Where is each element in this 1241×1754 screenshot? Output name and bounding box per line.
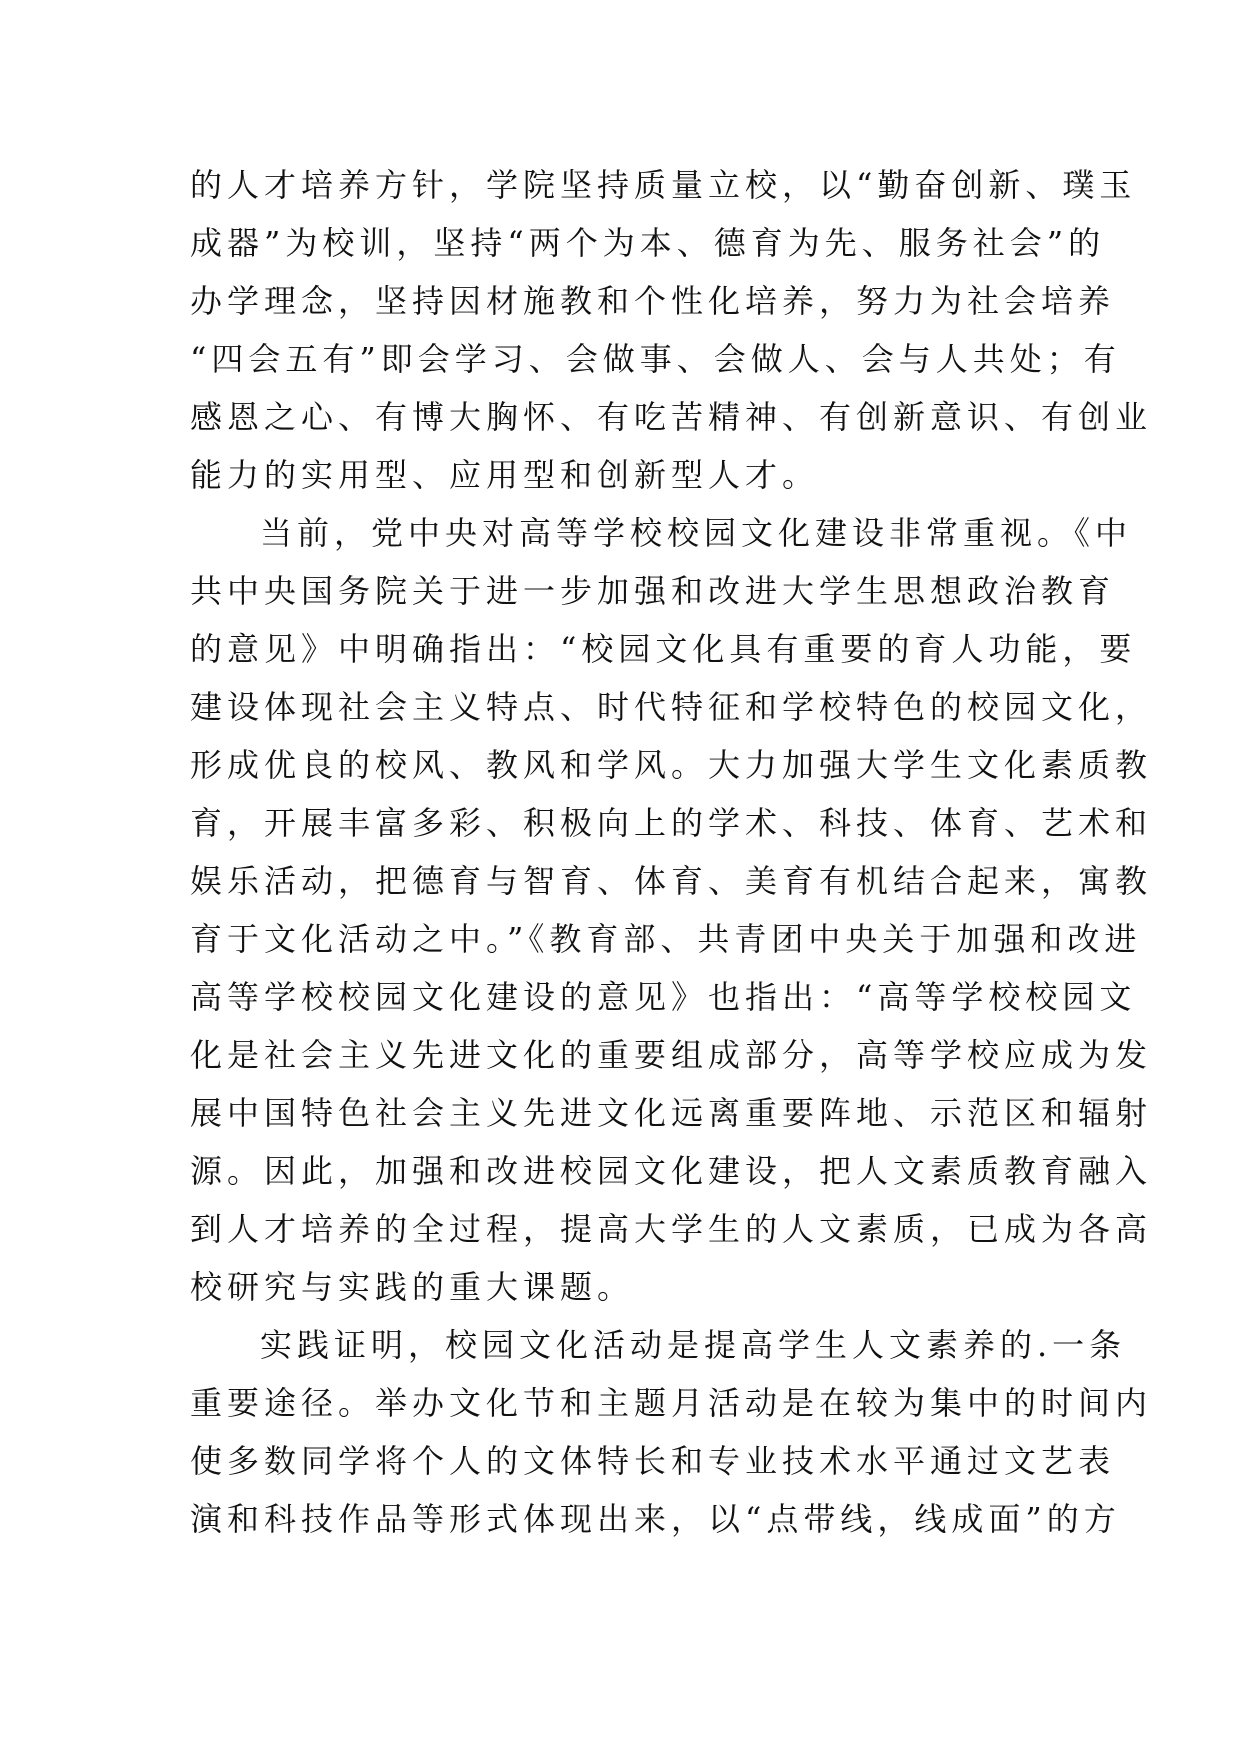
body-text bbox=[190, 156, 1153, 1548]
text-line: 娱乐活动，把德育与智育、体育、美育有机结合起来，寓教 bbox=[190, 862, 1153, 900]
paragraph-1 bbox=[190, 156, 1153, 504]
text-line: 形成优良的校风、教风和学风。大力加强大学生文化素质教 bbox=[190, 746, 1153, 784]
text-line: 源。因此，加强和改进校园文化建设，把人文素质教育融入 bbox=[190, 1152, 1153, 1190]
text-line: 到人才培养的全过程，提高大学生的人文素质，已成为各高 bbox=[190, 1210, 1153, 1248]
text-line: 使多数同学将个人的文体特长和专业技术水平通过文艺表 bbox=[190, 1442, 1116, 1480]
text-line: 育于文化活动之中。”《教育部、共青团中央关于加强和改进 bbox=[190, 920, 1142, 958]
text-line: 当前，党中央对高等学校校园文化建设非常重视。《中 bbox=[260, 514, 1133, 552]
text-line: 建设体现社会主义特点、时代特征和学校特色的校园文化， bbox=[190, 688, 1153, 726]
text-line: 高等学校校园文化建设的意见》也指出：“高等学校校园文 bbox=[190, 978, 1137, 1016]
text-line: 重要途径。举办文化节和主题月活动是在较为集中的时间内 bbox=[190, 1384, 1153, 1422]
text-line: 办学理念，坚持因材施教和个性化培养，努力为社会培养 bbox=[190, 282, 1116, 320]
text-line: 共中央国务院关于进一步加强和改进大学生思想政治教育 bbox=[190, 572, 1116, 610]
text-line: “四会五有”即会学习、会做事、会做人、会与人共处；有 bbox=[190, 340, 1121, 378]
text-line: 成器”为校训，坚持“两个为本、德育为先、服务社会”的 bbox=[190, 224, 1106, 262]
text-line: 的人才培养方针，学院坚持质量立校，以“勤奋创新、璞玉 bbox=[190, 166, 1137, 204]
text-line: 育，开展丰富多彩、积极向上的学术、科技、体育、艺术和 bbox=[190, 804, 1153, 842]
paragraph-2 bbox=[190, 504, 1153, 1316]
text-line: 演和科技作品等形式体现出来，以“点带线，线成面”的方 bbox=[190, 1500, 1121, 1538]
text-line: 校研究与实践的重大课题。 bbox=[190, 1268, 635, 1306]
text-line: 能力的实用型、应用型和创新型人才。 bbox=[190, 456, 820, 494]
text-line: 的意见》中明确指出：“校园文化具有重要的育人功能，要 bbox=[190, 630, 1137, 668]
text-line: 感恩之心、有博大胸怀、有吃苦精神、有创新意识、有创业 bbox=[190, 398, 1153, 436]
paragraph-3 bbox=[190, 1316, 1153, 1548]
text-line: 化是社会主义先进文化的重要组成部分，高等学校应成为发 bbox=[190, 1036, 1153, 1074]
text-line: 展中国特色社会主义先进文化远离重要阵地、示范区和辐射 bbox=[190, 1094, 1153, 1132]
text-line: 实践证明，校园文化活动是提高学生人文素养的.一条 bbox=[260, 1326, 1127, 1364]
